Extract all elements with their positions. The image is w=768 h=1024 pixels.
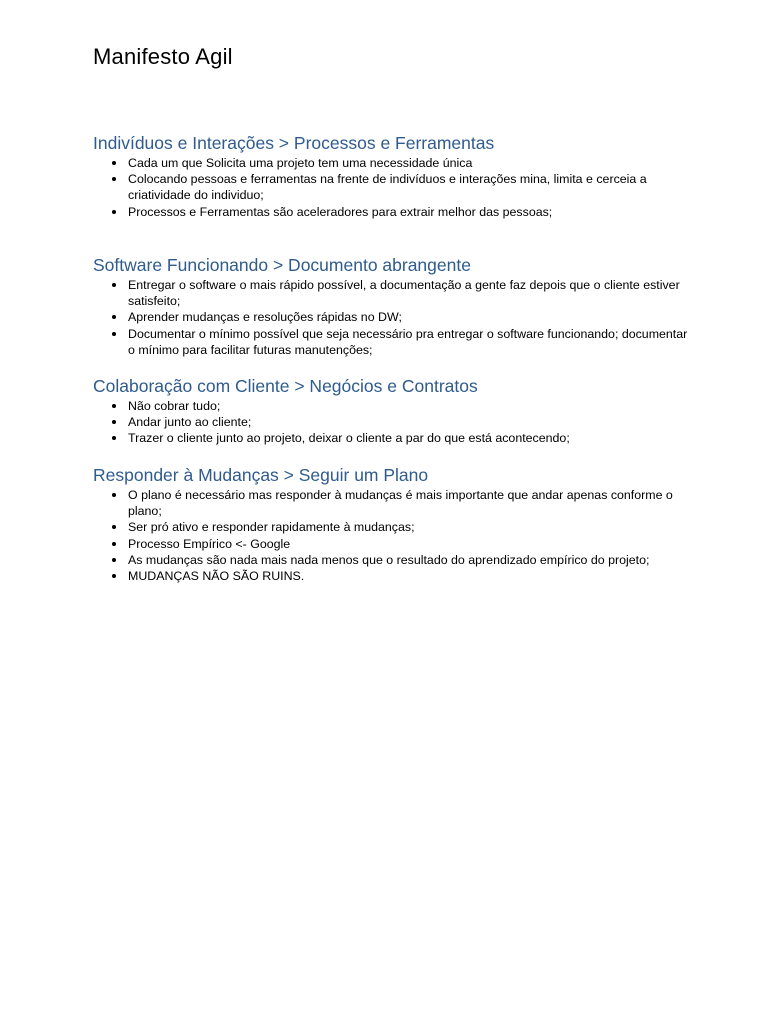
list-item: O plano é necessário mas responder à mudanças é mais importante que andar apenas conforme o plano; (93, 487, 693, 519)
bullet-list (93, 398, 693, 447)
list-item: Colocando pessoas e ferramentas na frente de indivíduos e interações mina, limita e cerceia a criatividade do individuo; (93, 171, 693, 203)
list-item: MUDANÇAS NÃO SÃO RUINS. (93, 568, 693, 584)
bullet-list (93, 487, 693, 584)
list-item: Cada um que Solicita uma projeto tem uma necessidade única (93, 155, 693, 171)
section-individuals-interactions (93, 131, 693, 220)
bullet-list (93, 155, 693, 220)
list-item: Processos e Ferramentas são aceleradores para extrair melhor das pessoas; (93, 204, 693, 220)
list-item: Entregar o software o mais rápido possível, a documentação a gente faz depois que o cliente estiver satisfeito; (93, 277, 693, 309)
section-customer-collaboration (93, 374, 693, 447)
section-heading: Colaboração com Cliente > Negócios e Contratos (93, 376, 478, 396)
list-item: Não cobrar tudo; (93, 398, 693, 414)
list-item: Processo Empírico <- Google (93, 536, 693, 552)
section-heading: Responder à Mudanças > Seguir um Plano (93, 465, 429, 485)
list-item: Documentar o mínimo possível que seja necessário pra entregar o software funcionando; documentar o mínimo para facilitar futuras manutenções; (93, 326, 693, 358)
bullet-list (93, 277, 693, 358)
list-item: Andar junto ao cliente; (93, 414, 693, 430)
section-responding-to-change (93, 463, 693, 584)
section-heading: Indivíduos e Interações > Processos e Ferramentas (93, 133, 495, 153)
list-item: Aprender mudanças e resoluções rápidas no DW; (93, 309, 693, 325)
list-item: As mudanças são nada mais nada menos que o resultado do aprendizado empírico do projeto; (93, 552, 693, 568)
list-item: Ser pró ativo e responder rapidamente à mudanças; (93, 519, 693, 535)
section-heading: Software Funcionando > Documento abrangente (93, 255, 471, 275)
list-item: Trazer o cliente junto ao projeto, deixar o cliente a par do que está acontecendo; (93, 430, 693, 446)
document-title: Manifesto Agil (93, 44, 233, 69)
section-working-software (93, 253, 693, 358)
